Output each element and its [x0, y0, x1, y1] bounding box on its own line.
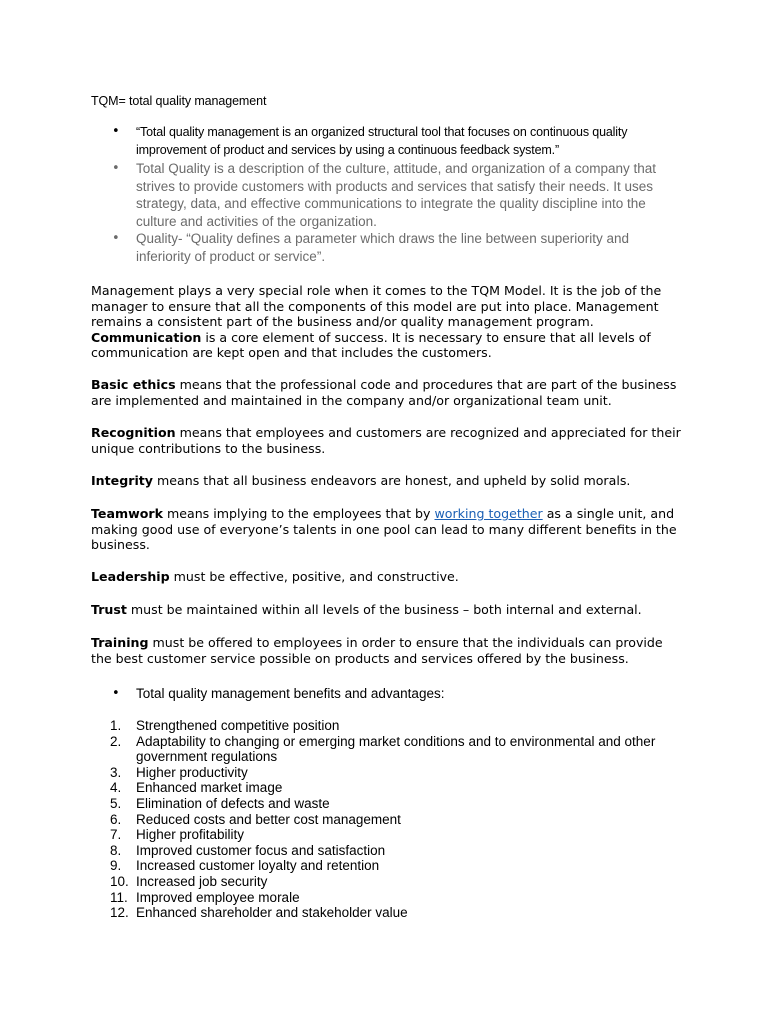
- teamwork-text-before: means implying to the employees that by: [162, 506, 435, 521]
- training-term: Training: [91, 635, 149, 650]
- bullet-icon: •: [112, 686, 120, 701]
- document-title: TQM= total quality management: [91, 94, 267, 108]
- leadership-term: Leadership: [91, 569, 170, 584]
- working-together-link[interactable]: working together: [434, 506, 543, 521]
- list-item: [110, 890, 670, 906]
- list-item: [110, 796, 670, 812]
- trust-paragraph: [91, 602, 681, 618]
- teamwork-text-after: as a single unit, and making good use of everyone’s talents in one pool can lead to many different benefits in the business.: [91, 506, 677, 552]
- list-number: 6.: [110, 811, 122, 827]
- list-item: [110, 827, 670, 843]
- definition-text: Total Quality is a description of the culture, attitude, and organization of a company that strives to provide customers with products and services that satisfy their needs. It uses strategy, data, and effective communications to integrate the quality discipline into the culture and activities of the organization.: [136, 161, 657, 229]
- list-number: 12.: [110, 905, 129, 921]
- bullet-icon: •: [112, 124, 120, 139]
- list-number: 1.: [110, 718, 122, 733]
- list-item: [110, 874, 670, 890]
- management-text: Management plays a very special role when it comes to the TQM Model. It is the job of the manager to ensure that all the components of this model are put into place. Management remains a consistent part of the business and/or quality management program.: [91, 283, 662, 329]
- benefit-text: Higher productivity: [136, 764, 248, 780]
- training-paragraph: [91, 635, 681, 666]
- communication-term: Communication: [91, 329, 202, 345]
- benefit-text: Higher profitability: [136, 827, 245, 843]
- definition-text: Quality- “Quality defines a parameter which draws the line between superiority and inferiority of product or service”.: [136, 231, 629, 264]
- basic-ethics-text: means that the professional code and procedures that are part of the business are implemented and maintained in the company and/or organizational team unit.: [91, 377, 677, 408]
- list-number: 8.: [110, 842, 122, 858]
- list-item: [110, 905, 670, 921]
- teamwork-term: Teamwork: [91, 506, 163, 521]
- list-number: 9.: [110, 858, 122, 874]
- recognition-paragraph: [91, 425, 681, 456]
- benefit-text: Adaptability to changing or emerging market conditions and to environmental and other government regulations: [136, 733, 656, 765]
- list-number: 2.: [110, 733, 122, 749]
- trust-text: must be maintained within all levels of the business – both internal and external.: [126, 602, 642, 617]
- integrity-paragraph: [91, 473, 681, 489]
- list-item: [110, 765, 670, 781]
- definition-list: [112, 123, 682, 159]
- basic-ethics-term: Basic ethics: [91, 377, 176, 392]
- list-item: [110, 812, 670, 828]
- list-item: [110, 780, 670, 796]
- leadership-paragraph: [91, 569, 681, 585]
- list-item: [112, 230, 682, 265]
- definition-list: [112, 230, 682, 265]
- benefit-text: Increased job security: [136, 873, 268, 889]
- benefit-text: Strengthened competitive position: [136, 718, 340, 733]
- list-item: [110, 718, 670, 734]
- benefit-text: Improved customer focus and satisfaction: [136, 842, 386, 858]
- benefit-text: Increased customer loyalty and retention: [136, 858, 380, 874]
- list-item: [110, 858, 670, 874]
- benefit-text: Enhanced shareholder and stakeholder value: [136, 905, 408, 921]
- trust-term: Trust: [91, 602, 127, 617]
- benefit-text: Elimination of defects and waste: [136, 795, 330, 811]
- communication-text: is a core element of success. It is necessary to ensure that all levels of communication are kept open and that includes the customers.: [91, 329, 651, 360]
- benefit-text: Enhanced market image: [136, 780, 283, 796]
- benefits-heading-item: [112, 685, 444, 702]
- integrity-term: Integrity: [91, 473, 153, 488]
- list-number: 5.: [110, 795, 122, 811]
- teamwork-paragraph: [91, 506, 681, 553]
- list-number: 10.: [110, 873, 129, 889]
- basic-ethics-paragraph: [91, 377, 681, 408]
- definition-text: “Total quality management is an organized structural tool that focuses on continuous quality improvement of product and services by using a continuous feedback system.”: [136, 125, 628, 157]
- list-number: 4.: [110, 780, 122, 796]
- list-item: [112, 123, 682, 159]
- list-item: [110, 843, 670, 859]
- benefits-list: [110, 718, 670, 921]
- list-number: 7.: [110, 827, 122, 843]
- recognition-text: means that employees and customers are recognized and appreciated for their unique contributions to the business.: [91, 425, 681, 456]
- list-number: 11.: [110, 889, 128, 905]
- bullet-icon: •: [112, 161, 120, 176]
- list-item: [112, 160, 682, 230]
- management-paragraph: [91, 283, 681, 361]
- definition-list: [112, 160, 682, 230]
- training-text: must be offered to employees in order to ensure that the individuals can provide the best customer service possible on products and services offered by the business.: [91, 635, 663, 666]
- benefit-text: Reduced costs and better cost management: [136, 811, 401, 827]
- leadership-text: must be effective, positive, and constructive.: [169, 569, 459, 584]
- list-number: 3.: [110, 764, 122, 780]
- list-item: [110, 734, 670, 765]
- bullet-icon: •: [112, 231, 120, 246]
- benefit-text: Improved employee morale: [136, 889, 300, 905]
- benefits-heading: Total quality management benefits and advantages:: [136, 686, 445, 701]
- integrity-text: means that all business endeavors are honest, and upheld by solid morals.: [153, 473, 631, 488]
- recognition-term: Recognition: [91, 425, 176, 440]
